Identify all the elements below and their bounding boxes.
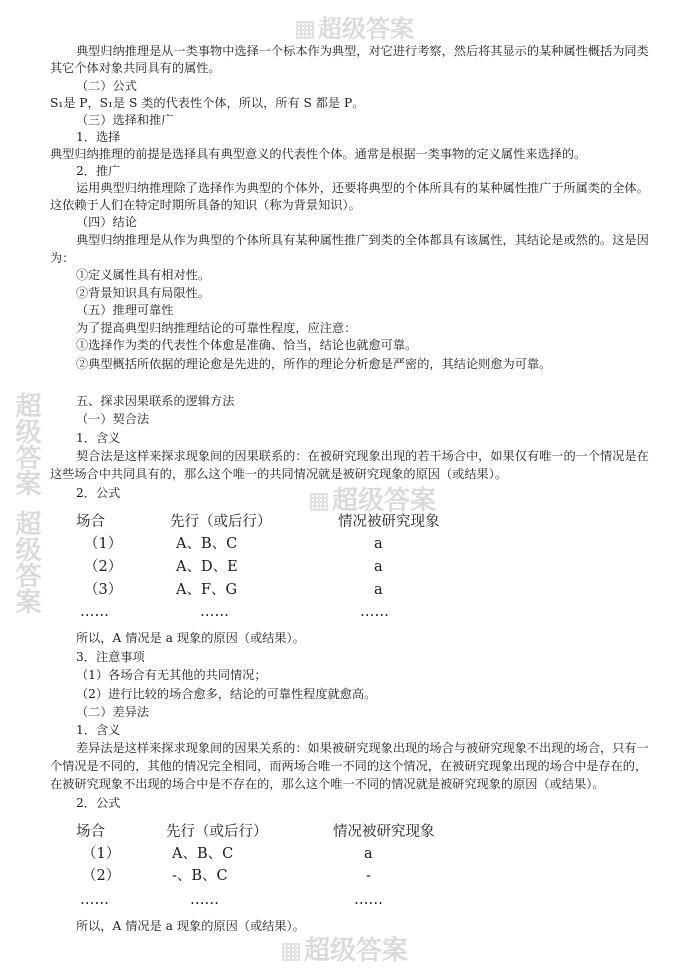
chapter-heading: 五、探求因果联系的逻辑方法 — [76, 394, 235, 408]
table-cell: …… — [190, 892, 219, 908]
subheading: 1．含义 — [76, 723, 121, 737]
conclusion-line: 所以，A 情况是 a 现象的原因（或结果）。 — [76, 631, 305, 645]
formula-line: S₁是 P，S₁是 S 类的代表性个体，所以，所有 S 都是 P。 — [50, 96, 365, 110]
table-header: 场合 — [76, 824, 105, 840]
list-item: ①定义属性具有相对性。 — [76, 268, 211, 282]
table-cell: …… — [200, 604, 229, 620]
paragraph-line: 契合法是这样来探求现象间的因果联系的：在被研究现象出现的若干场合中，如果仅有唯一的一个情况是在 — [76, 449, 649, 463]
list-item: ①选择作为类的代表性个体愈是准确、恰当，结论也就愈可靠。 — [76, 338, 418, 352]
watermark-middle: 超级答案 — [310, 480, 436, 517]
table-cell: …… — [360, 604, 389, 620]
section-heading: （二）公式 — [76, 79, 137, 93]
subheading: 2．推广 — [76, 164, 121, 178]
conclusion-line: 所以，A 情况是 a 现象的原因（或结果）。 — [76, 919, 305, 933]
table-header: 先行（或后行） — [170, 514, 272, 530]
list-item: ②典型概括所依据的理论愈是先进的，所作的理论分析愈是严密的，其结论则愈为可靠。 — [76, 357, 552, 371]
table-cell: -、B、C — [172, 868, 228, 884]
list-item: （1）各场合有无其他的共同情况； — [76, 668, 267, 682]
table-cell: …… — [354, 892, 383, 908]
paragraph-line: 个情况是不同的，其他的情况完全相同，而两场合唯一不同的这个情况，在被研究现象出现的场合中是存在的， — [50, 759, 648, 773]
paragraph-line: 这些场合中共同具有的，那么这个唯一的共同情况就是被研究现象的原因（或结果）。 — [50, 467, 508, 481]
table-cell: a — [374, 536, 383, 552]
table-header: 先行（或后行） — [166, 824, 268, 840]
table-header: 情况被研究现象 — [338, 514, 440, 530]
paragraph-line: 典型归纳推理的前提是选择具有典型意义的代表性个体。通常是根据一类事物的定义属性来选择的。 — [50, 147, 587, 161]
watermark-left-2: 超级答案 — [11, 510, 41, 614]
paragraph-line: 为： — [50, 251, 75, 265]
paragraph-line: 典型归纳推理是从一类事物中选择一个标本作为典型，对它进行考察，然后将其显示的某种属性概括为同类 — [76, 44, 649, 58]
paragraph-line: 为了提高典型归纳推理结论的可靠性程度，应注意： — [76, 321, 357, 335]
table-cell: （2） — [82, 868, 121, 884]
table-cell: a — [364, 846, 373, 862]
section-heading: （一）契合法 — [76, 412, 150, 426]
table-cell: （3） — [84, 582, 123, 598]
qr-icon — [310, 493, 328, 511]
table-cell: …… — [80, 604, 109, 620]
subheading: 3．注意事项 — [76, 650, 145, 664]
paragraph-line: 其它个体对象共同具有的属性。 — [50, 61, 221, 75]
table-cell: A、D、E — [176, 559, 238, 575]
watermark-bottom: 超级答案 — [282, 930, 408, 967]
paragraph-line: 运用典型归纳推理除了选择作为典型的个体外，还要将典型的个体所具有的某种属性推广于所属类的全体。 — [76, 181, 649, 195]
table-cell: a — [374, 582, 383, 598]
table-cell: （1） — [84, 536, 123, 552]
table-cell: （2） — [84, 559, 123, 575]
table-cell: A、B、C — [172, 846, 234, 862]
subheading: 2．公式 — [76, 796, 121, 810]
paragraph-line: 这依赖于人们在特定时期所具备的知识（称为背景知识）。 — [50, 198, 361, 212]
table-cell: …… — [80, 892, 109, 908]
table-cell: A、B、C — [176, 536, 238, 552]
watermark-left: 超级答案 — [11, 392, 41, 496]
qr-icon — [282, 943, 300, 961]
subheading: 1．选择 — [76, 130, 121, 144]
subheading: 2．公式 — [76, 486, 121, 500]
table-cell: （1） — [82, 846, 121, 862]
table-cell: A、F、G — [176, 582, 238, 598]
section-heading: （三）选择和推广 — [76, 113, 174, 127]
table-header: 情况被研究现象 — [333, 824, 435, 840]
paragraph-line: 典型归纳推理是从作为典型的个体所具有某种属性推广到类的全体都具有该属性，其结论是或然的。这是因 — [76, 233, 649, 247]
table-cell: - — [366, 868, 371, 884]
table-cell: a — [374, 559, 383, 575]
list-item: （2）进行比较的场合愈多，结论的可靠性程度就愈高。 — [76, 687, 377, 701]
qr-icon — [296, 21, 314, 39]
list-item: ②背景知识具有局限性。 — [76, 286, 211, 300]
paragraph-line: 差异法是这样来探求现象间的因果关系的：如果被研究现象出现的场合与被研究现象不出现的场合，只有一 — [76, 741, 649, 755]
paragraph-line: 在被研究现象不出现的场合中是不存在的，那么这个唯一不同的情况就是被研究现象的原因（或结果）。 — [50, 777, 605, 791]
section-heading: （二）差异法 — [76, 705, 150, 719]
section-heading: （四）结论 — [76, 215, 137, 229]
table-header: 场合 — [76, 514, 105, 530]
watermark-top: 超级答案 — [296, 9, 414, 44]
subheading: 1．含义 — [76, 431, 121, 445]
section-heading: （五）推理可靠性 — [76, 303, 174, 317]
